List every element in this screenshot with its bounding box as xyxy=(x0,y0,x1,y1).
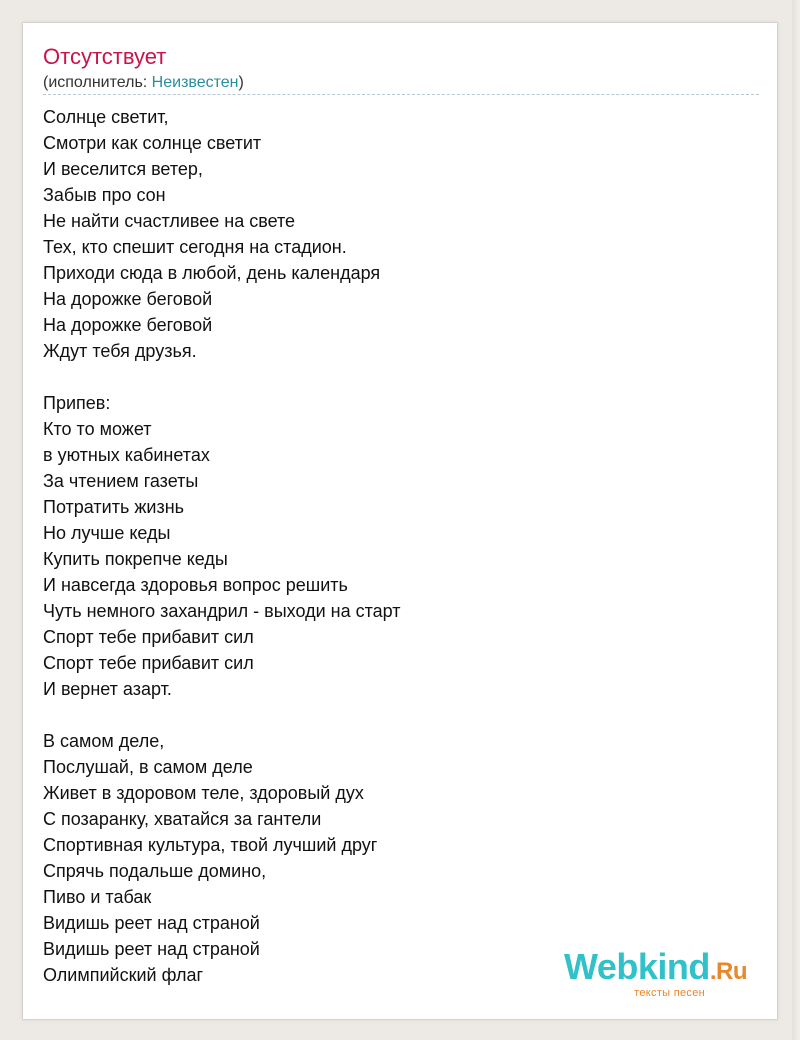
lyric-line: Тех, кто спешит сегодня на стадион. xyxy=(43,237,347,257)
webkind-logo[interactable] xyxy=(564,948,747,999)
lyric-line: В самом деле, xyxy=(43,731,165,751)
lyric-line: Смотри как солнце светит xyxy=(43,133,262,153)
lyric-line: Спорт тебе прибавит сил xyxy=(43,653,254,673)
lyrics-card xyxy=(22,22,778,1020)
lyric-line: Чуть немного захандрил - выходи на старт xyxy=(43,601,401,621)
song-title: Отсутствует xyxy=(43,44,167,69)
lyric-line: Забыв про сон xyxy=(43,185,166,205)
page-edge xyxy=(792,0,800,1040)
artist-line xyxy=(43,73,244,93)
lyric-line: На дорожке беговой xyxy=(43,289,213,309)
artist-link[interactable]: Неизвестен xyxy=(151,74,239,91)
lyric-line: Спортивная культура, твой лучший друг xyxy=(43,835,378,855)
lyric-line: За чтением газеты xyxy=(43,471,199,491)
lyric-line: Не найти счастливее на свете xyxy=(43,211,296,231)
lyric-line: Видишь реет над страной xyxy=(43,939,260,959)
lyric-line: Ждут тебя друзья. xyxy=(43,341,197,361)
logo-tagline: тексты песен xyxy=(634,987,705,999)
lyric-line: Солнце светит, xyxy=(43,107,169,127)
lyric-line: в уютных кабинетах xyxy=(43,445,210,465)
lyric-line: Но лучше кеды xyxy=(43,523,171,543)
lyric-line: Приходи сюда в любой, день календаря xyxy=(43,263,381,283)
lyric-line: Олимпийский флаг xyxy=(43,965,204,985)
artist-prefix: (исполнитель: xyxy=(43,74,152,91)
lyric-line: И веселится ветер, xyxy=(43,159,203,179)
logo-domain-text: .Ru xyxy=(709,958,747,985)
lyric-line: Живет в здоровом теле, здоровый дух xyxy=(43,783,364,803)
logo-main-text: Webkind xyxy=(563,946,710,987)
stanza-gap xyxy=(43,364,759,390)
artist-suffix: ) xyxy=(238,74,244,91)
lyric-line: Припев: xyxy=(43,393,111,413)
lyric-line: Послушай, в самом деле xyxy=(43,757,253,777)
lyrics-text xyxy=(43,104,759,988)
lyric-line: Видишь реет над страной xyxy=(43,913,260,933)
lyric-line: Спрячь подальше домино, xyxy=(43,861,267,881)
lyric-line: И навсегда здоровья вопрос решить xyxy=(43,575,348,595)
lyric-line: С позаранку, хватайся за гантели xyxy=(43,809,322,829)
title-divider xyxy=(43,94,759,95)
lyric-line: Кто то может xyxy=(43,419,152,439)
lyric-line: На дорожке беговой xyxy=(43,315,213,335)
lyric-line: И вернет азарт. xyxy=(43,679,172,699)
lyric-line: Спорт тебе прибавит сил xyxy=(43,627,254,647)
stanza-gap xyxy=(43,702,759,728)
lyric-line: Пиво и табак xyxy=(43,887,152,907)
lyric-line: Купить покрепче кеды xyxy=(43,549,228,569)
lyric-line: Потратить жизнь xyxy=(43,497,185,517)
